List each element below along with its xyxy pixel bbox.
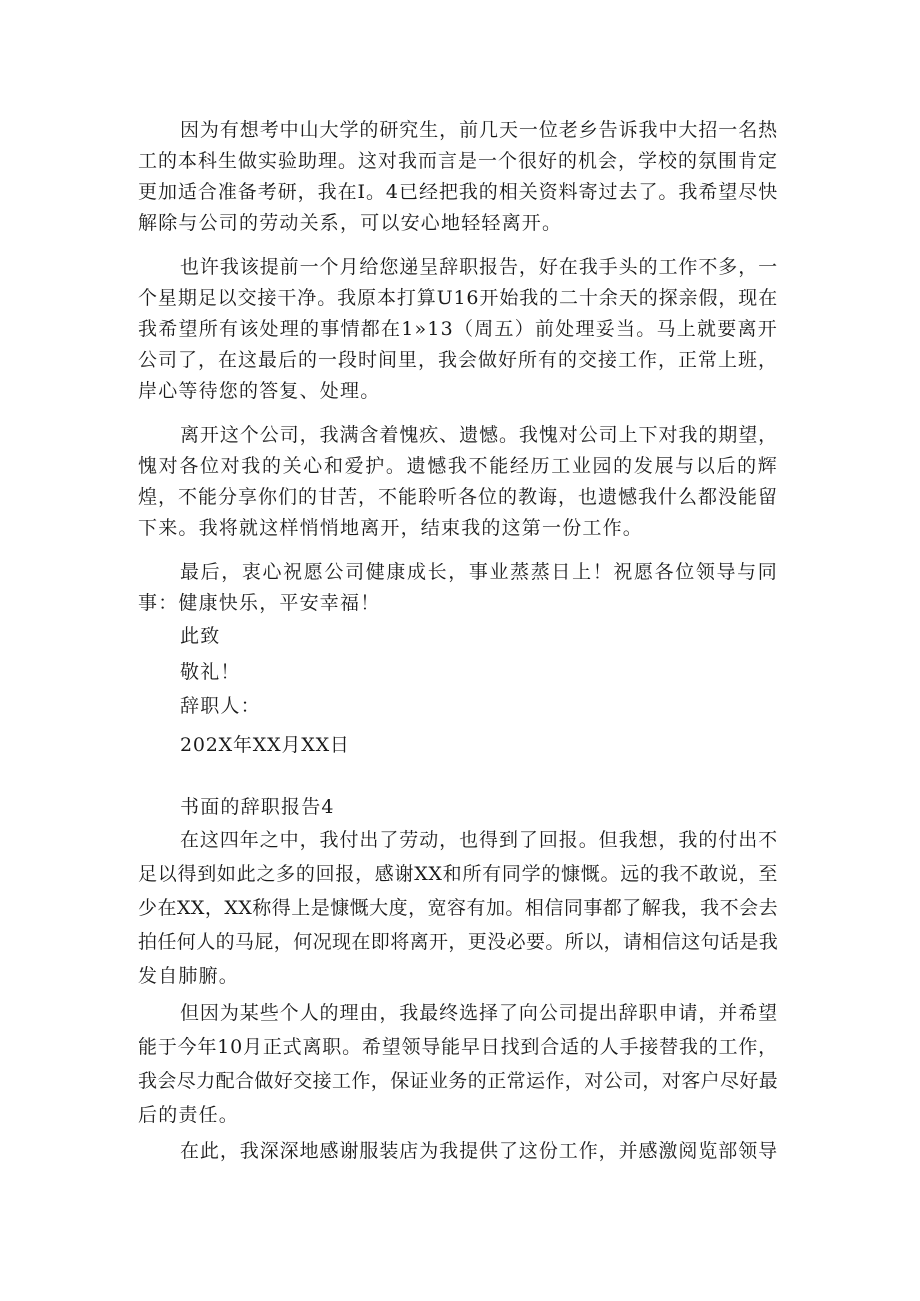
text-line: 工的本科生做实验助理。这对我而言是一个很好的机会，学校的氛围肯定 — [138, 150, 779, 172]
text-line: 但因为某些个人的理由，我最终选择了向公司提出辞职申请，并希望 — [180, 1002, 778, 1024]
text-line: 拍任何人的马屁，何况现在即将离开，更没必要。所以，请相信这句话是我 — [138, 931, 779, 953]
text-line: 愧对各位对我的关心和爱护。遗憾我不能经历工业园的发展与以后的辉 — [138, 455, 778, 477]
text-line: 岸心等待您的答复、处理。 — [138, 380, 381, 402]
text-line: 下来。我将就这样悄悄地离开，结束我的这第一份工作。 — [138, 517, 644, 539]
text-line: 后的责任。 — [138, 1104, 240, 1126]
text-line: 离开这个公司，我满含着愧疚、遗憾。我愧对公司上下对我的期望， — [180, 424, 778, 446]
text-line: 解除与公司的劳动关系，可以安心地轻轻离开。 — [138, 212, 563, 234]
text-line: 在此，我深深地感谢服装店为我提供了这份工作，并感激阅览部领导 — [180, 1140, 778, 1162]
signer-label: 辞职人： — [180, 695, 261, 717]
text-line: 最后，衷心祝愿公司健康成长，事业蒸蒸日上！祝愿各位领导与同 — [180, 561, 778, 583]
text-line: 能于今年10月正式离职。希望领导能早日找到合适的人手接替我的工作， — [138, 1036, 778, 1058]
text-line: 也许我该提前一个月给您递呈辞职报告，好在我手头的工作不多，一 — [180, 256, 778, 278]
text-line: 发自肺腑。 — [138, 965, 240, 987]
text-line: 事：健康快乐，平安幸福！ — [138, 592, 381, 614]
text-line: 我希望所有该处理的事情都在1»13（周五）前处理妥当。马上就要离开 — [138, 318, 778, 340]
text-line: 因为有想考中山大学的研究生，前几天一位老乡告诉我中大招一名热 — [180, 119, 778, 141]
date-line: 202X年XX月XX日 — [180, 734, 350, 756]
salutation-line: 敬礼！ — [180, 661, 241, 683]
text-line: 煌，不能分享你们的甘苦，不能聆听各位的教诲，也遗憾我什么都没能留 — [138, 486, 779, 508]
text-line: 足以得到如此之多的回报，感谢XX和所有同学的慷慨。远的我不敢说，至 — [138, 863, 778, 885]
salutation-line: 此致 — [180, 625, 221, 647]
text-line: 我会尽力配合做好交接工作，保证业务的正常运作，对公司，对客户尽好最 — [138, 1070, 779, 1092]
text-line: 个星期足以交接干净。我原本打算U16开始我的二十余天的探亲假，现在 — [138, 287, 778, 309]
section-title: 书面的辞职报告4 — [180, 796, 335, 818]
text-line: 在这四年之中，我付出了劳动，也得到了回报。但我想，我的付出不 — [180, 829, 778, 851]
text-line: 公司了，在这最后的一段时间里，我会做好所有的交接工作，正常上班， — [138, 349, 779, 371]
text-line: 更加适合准备考研，我在I。4已经把我的相关资料寄过去了。我希望尽快 — [138, 181, 778, 203]
text-line: 少在XX，XX称得上是慷慨大度，宽容有加。相信同事都了解我，我不会去 — [138, 897, 778, 919]
